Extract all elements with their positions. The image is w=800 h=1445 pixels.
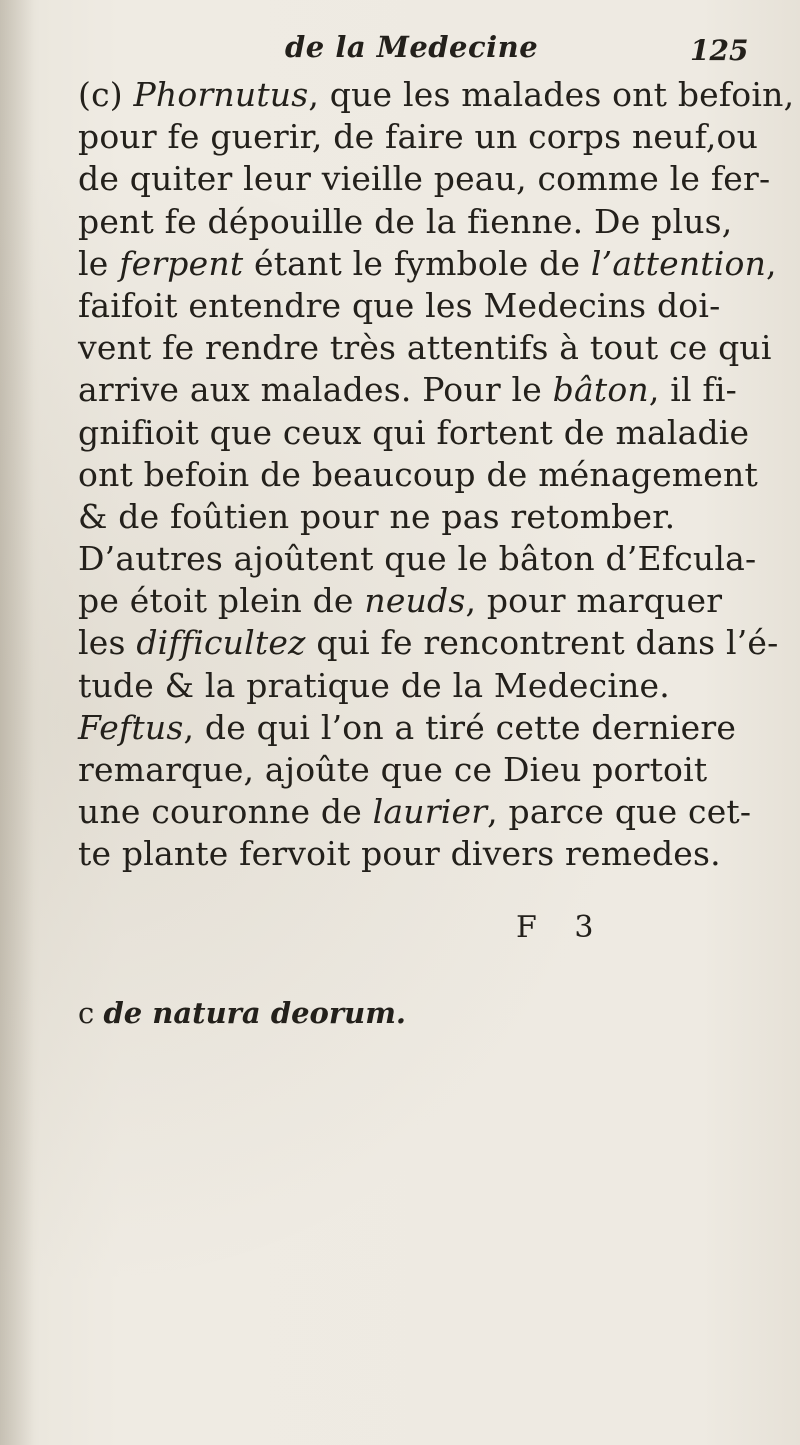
text-segment: pent fe dépouille de la fienne. De plus,: [78, 201, 733, 241]
italic-segment: Phornutus: [133, 75, 309, 114]
italic-segment: neuds: [364, 581, 466, 621]
footnote: [78, 996, 406, 1030]
italic-segment: Feftus: [78, 707, 184, 747]
text-line: [78, 116, 758, 158]
text-line: [78, 243, 777, 285]
text-line: [78, 791, 758, 833]
italic-segment: l’attention: [590, 243, 767, 283]
text-segment: ,: [766, 243, 777, 283]
text-segment: pour fe guerir, de faire un corps neuf,ou: [78, 117, 759, 157]
text-segment: le: [78, 243, 120, 283]
text-line: [78, 496, 758, 538]
text-segment: arrive aux malades. Pour le: [78, 370, 553, 410]
text-segment: , pour marquer: [465, 581, 723, 621]
text-segment: faifoit entendre que les Medecins doi-: [78, 285, 721, 325]
text-segment: vent fe rendre très attentifs à tout ce qui: [78, 328, 772, 368]
text-segment: , parce que cet-: [487, 792, 752, 832]
text-line: [78, 538, 758, 580]
text-segment: , que les malades ont befoin,: [308, 75, 795, 114]
text-segment: les: [78, 623, 137, 663]
running-head-title: de la Medecine: [285, 30, 539, 64]
text-line: [78, 707, 758, 749]
text-segment: une couronne de: [78, 792, 373, 832]
text-line: [78, 285, 758, 327]
text-line: [78, 454, 758, 496]
signature-mark: F 3: [516, 910, 608, 945]
text-line: [78, 74, 795, 116]
text-line: [78, 833, 758, 875]
page-gutter-shadow: [0, 0, 34, 1445]
running-head: [0, 30, 800, 80]
italic-segment: laurier: [372, 792, 488, 832]
text-segment: & de foûtien pour ne pas retomber.: [78, 496, 676, 536]
text-line: [78, 580, 758, 622]
text-segment: , il fi-: [648, 370, 737, 410]
footnote-text: de natura deorum.: [103, 996, 407, 1030]
text-segment: (c): [78, 75, 134, 114]
text-segment: de quiter leur vieille peau, comme le fer-: [78, 159, 771, 199]
italic-segment: ferpent: [119, 243, 244, 283]
text-segment: pe étoit plein de: [78, 581, 365, 621]
footnote-marker: c: [78, 996, 95, 1030]
text-line: [78, 412, 758, 454]
text-line: [78, 327, 772, 369]
italic-segment: difficultez: [136, 623, 306, 663]
text-segment: gnifioit que ceux qui fortent de maladie: [78, 412, 750, 452]
text-segment: ont befoin de beaucoup de ménagement: [78, 454, 758, 494]
text-segment: remarque, ajoûte que ce Dieu portoit: [78, 750, 708, 789]
italic-segment: bâton: [552, 370, 649, 410]
text-segment: te plante fervoit pour divers remedes.: [78, 834, 721, 874]
text-segment: qui fe rencontrent dans l’é-: [305, 623, 779, 663]
text-segment: étant le fymbole de: [243, 243, 591, 283]
text-line: [78, 749, 758, 791]
text-line: [78, 158, 771, 200]
text-line: [78, 622, 779, 664]
text-line: [78, 665, 758, 707]
body-text: [78, 74, 795, 876]
text-line: [78, 201, 758, 243]
text-segment: , de qui l’on a tiré cette derniere: [183, 707, 737, 747]
text-line: [78, 369, 758, 411]
text-segment: D’autres ajoûtent que le bâton d’Efcula-: [78, 539, 757, 579]
text-segment: tude & la pratique de la Medecine.: [78, 665, 670, 705]
page-number: 125: [690, 34, 749, 67]
